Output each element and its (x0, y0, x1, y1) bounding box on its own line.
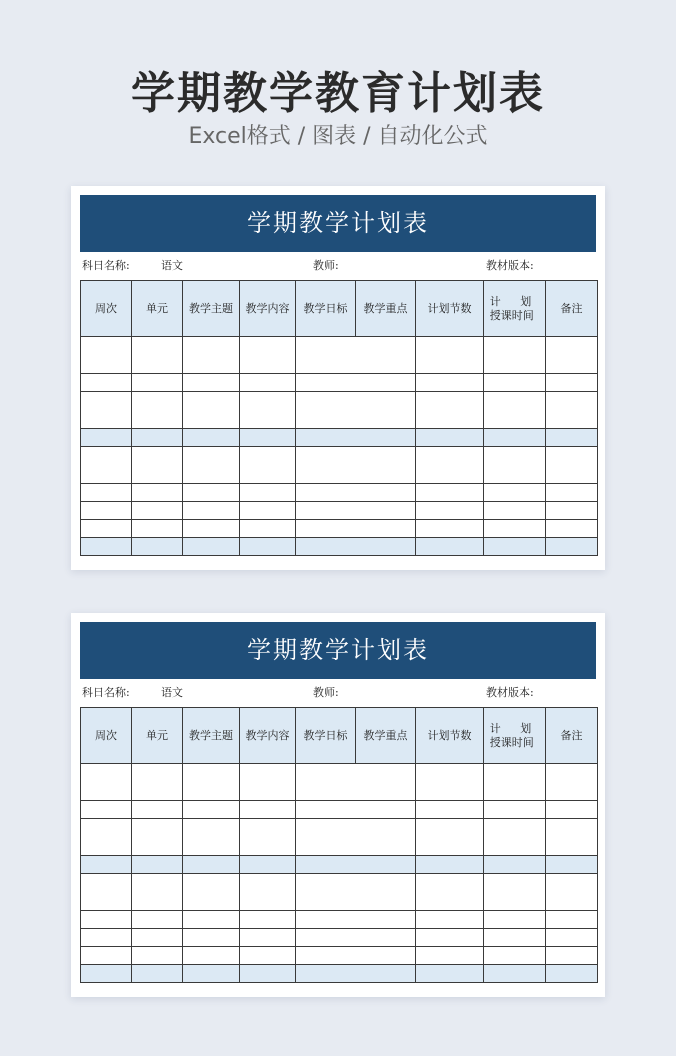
sheet-title: 学期教学计划表 (80, 195, 596, 252)
col-content: 教学内容 (240, 708, 296, 764)
table-row (81, 874, 598, 911)
col-lessons: 计划节数 (416, 708, 484, 764)
table-header-row (81, 708, 598, 764)
col-focus: 教学重点 (356, 708, 416, 764)
col-lessons: 计划节数 (416, 281, 484, 337)
plan-table (80, 707, 598, 983)
table-row (81, 819, 598, 856)
table-row-shaded (81, 538, 598, 556)
sheet-meta-row (80, 252, 596, 280)
table-row-shaded (81, 965, 598, 983)
col-focus: 教学重点 (356, 281, 416, 337)
col-planned-time-line2: 授课时间 (489, 308, 534, 322)
table-row (81, 374, 598, 392)
col-week: 周次 (81, 708, 132, 764)
col-goal: 教学日标 (296, 708, 356, 764)
sheet-preview-card (71, 186, 605, 570)
table-row-shaded (81, 429, 598, 447)
table-row (81, 484, 598, 502)
teacher-label: 教师: (313, 259, 339, 272)
table-row (81, 947, 598, 965)
col-notes: 备注 (546, 281, 598, 337)
col-goal: 教学日标 (296, 281, 356, 337)
textbook-label: 教材版本: (486, 686, 534, 699)
table-row (81, 911, 598, 929)
table-row (81, 502, 598, 520)
textbook-label: 教材版本: (486, 259, 534, 272)
subject-label: 科日名称: (82, 686, 130, 699)
table-row (81, 392, 598, 429)
col-content: 教学内容 (240, 281, 296, 337)
table-row (81, 801, 598, 819)
col-unit: 单元 (132, 708, 183, 764)
col-week: 周次 (81, 281, 132, 337)
col-theme: 教学主题 (183, 281, 240, 337)
page-hero-title: 学期教学教育计划表 (131, 68, 545, 119)
col-planned-time (484, 281, 546, 337)
col-planned-time (484, 708, 546, 764)
col-planned-time-line1: 计 划 (489, 721, 540, 735)
col-notes: 备注 (546, 708, 598, 764)
table-row (81, 447, 598, 484)
sheet-meta-row (80, 679, 596, 707)
plan-table (80, 280, 598, 556)
subject-value: 语文 (161, 259, 183, 272)
sheet-title: 学期教学计划表 (80, 622, 596, 679)
col-theme: 教学主题 (183, 708, 240, 764)
table-row-shaded (81, 856, 598, 874)
subject-value: 语文 (161, 686, 183, 699)
teacher-label: 教师: (313, 686, 339, 699)
sheet-preview-card (71, 613, 605, 997)
table-row (81, 929, 598, 947)
table-row (81, 520, 598, 538)
subject-label: 科日名称: (82, 259, 130, 272)
col-planned-time-line2: 授课时间 (489, 735, 534, 749)
page-hero-subtitle: Excel格式 / 图表 / 自动化公式 (188, 124, 488, 149)
table-row (81, 764, 598, 801)
table-header-row (81, 281, 598, 337)
col-planned-time-line1: 计 划 (489, 294, 540, 308)
table-row (81, 337, 598, 374)
col-unit: 单元 (132, 281, 183, 337)
